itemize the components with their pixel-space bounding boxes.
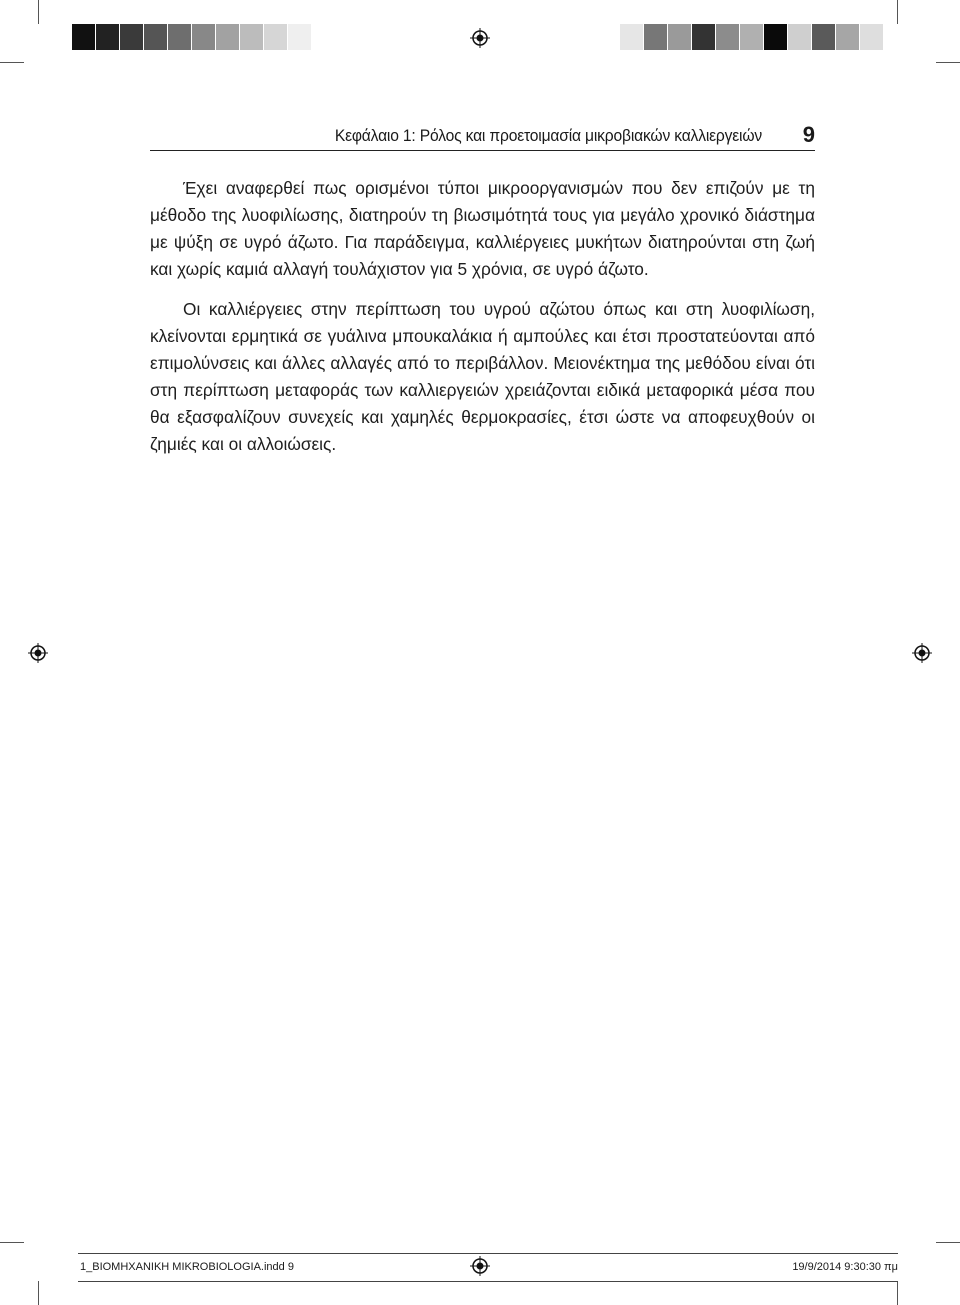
color-swatch xyxy=(288,24,312,50)
crop-mark xyxy=(0,62,24,63)
color-swatch xyxy=(72,24,96,50)
color-swatch xyxy=(168,24,192,50)
slug-timestamp: 19/9/2014 9:30:30 πμ xyxy=(792,1261,898,1273)
color-swatch xyxy=(836,24,860,50)
body-text xyxy=(150,175,815,458)
color-swatch xyxy=(96,24,120,50)
color-swatch xyxy=(144,24,168,50)
color-swatch xyxy=(716,24,740,50)
color-swatch xyxy=(668,24,692,50)
color-swatch xyxy=(692,24,716,50)
registration-target-icon xyxy=(470,28,490,48)
paragraph: Οι καλλιέργειες στην περίπτωση του υγρού αζώτου όπως και στη λυοφιλίωση, κλείνονται ερμητικά σε γυάλινα μπουκαλάκια ή αμπούλες και έτσι προστατεύονται από επιμολύνσεις και άλλες αλλαγές από το περιβάλλον. Μειονέκτημα της μεθόδου είναι ότι στη περίπτωση μεταφοράς των καλλιεργειών χρειάζονται ειδικά μεταφορικά μέσα που θα εξασφαλίζουν συνεχείς και χαμηλές θερμοκρασίες, έτσι ώστε να αποφευχθούν οι ζημιές και οι αλλοιώσεις. xyxy=(150,299,815,454)
paragraph: Έχει αναφερθεί πως ορισμένοι τύποι μικροοργανισμών που δεν επιζούν με τη μέθοδο της λυοφιλίωσης, διατηρούν τη βιωσιμότητά τους για μεγάλο χρονικό διάστημα με ψύξη σε υγρό άζωτο. Για παράδειγμα, καλλιέργειες μυκήτων διατηρούνται στη ζωή και χωρίς καμιά αλλαγή τουλάχιστον για 5 χρόνια, σε υγρό άζωτο. xyxy=(150,178,815,279)
color-swatch xyxy=(120,24,144,50)
header-rule xyxy=(150,150,815,151)
registration-target-icon xyxy=(912,643,932,663)
color-swatch xyxy=(216,24,240,50)
color-swatch xyxy=(812,24,836,50)
color-swatch xyxy=(764,24,788,50)
color-swatch xyxy=(312,24,336,50)
color-swatch xyxy=(240,24,264,50)
crop-mark xyxy=(897,0,898,24)
crop-mark xyxy=(38,0,39,24)
color-swatch xyxy=(740,24,764,50)
slug-filename: 1_BIOMHXANIKH MIKROBIOLOGIA.indd 9 xyxy=(80,1261,294,1273)
color-swatch xyxy=(788,24,812,50)
page-number: 9 xyxy=(802,122,815,147)
registration-target-icon xyxy=(28,643,48,663)
color-swatch xyxy=(620,24,644,50)
crop-mark xyxy=(0,1242,24,1243)
slug-line xyxy=(78,1253,898,1282)
color-swatch xyxy=(860,24,884,50)
crop-mark xyxy=(936,1242,960,1243)
color-bar-right xyxy=(620,24,884,50)
color-swatch xyxy=(644,24,668,50)
crop-mark xyxy=(897,1281,898,1305)
crop-mark xyxy=(936,62,960,63)
color-bar-left xyxy=(72,24,336,50)
color-swatch xyxy=(264,24,288,50)
running-head: Κεφάλαιο 1: Ρόλος και προετοιμασία μικροβιακών καλλιεργειών xyxy=(334,126,762,145)
color-swatch xyxy=(192,24,216,50)
crop-mark xyxy=(38,1281,39,1305)
